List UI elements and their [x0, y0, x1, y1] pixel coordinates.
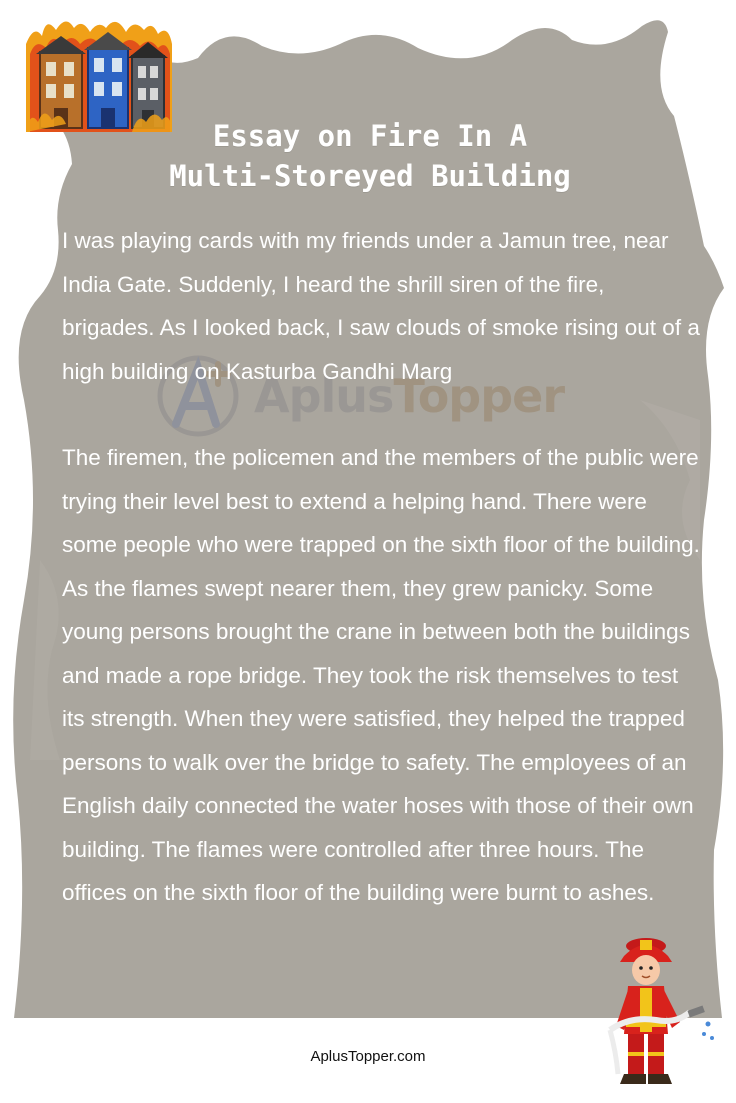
essay-paragraph-1: I was playing cards with my friends under a Jamun tree, near India Gate. Suddenly, I heard the shrill siren of the fire, brigades. As I looked back, I saw clouds of smoke rising out of a high building on Kasturba Gandhi Marg	[62, 228, 700, 384]
essay-body	[62, 219, 702, 915]
site-footer: AplusTopper.com	[310, 1048, 426, 1065]
fireman-illustration	[606, 934, 718, 1090]
essay-paragraph-2: The firemen, the policemen and the members of the public were trying their level best to extend a helping hand. There were some people who were trapped on the sixth floor of the building. As the flames swept nearer them, they grew panicky. Some young persons brought the crane in between both the buildings and made a rope bridge. They took the risk themselves to test its strength. When they were satisfied, they helped the trapped persons to walk over the bridge to safety. The employees of an English daily connected the water hoses with those of their own building. The flames were controlled after three hours. The offices on the sixth floor of the building were burnt to ashes.	[62, 445, 700, 905]
essay-title	[100, 116, 640, 196]
essay-title-line-2: Multi-Storeyed Building	[169, 159, 571, 193]
burning-houses-illustration	[26, 14, 172, 132]
essay-title-line-1: Essay on Fire In A	[212, 119, 528, 153]
watermark-text: AplusTopper	[254, 369, 565, 423]
